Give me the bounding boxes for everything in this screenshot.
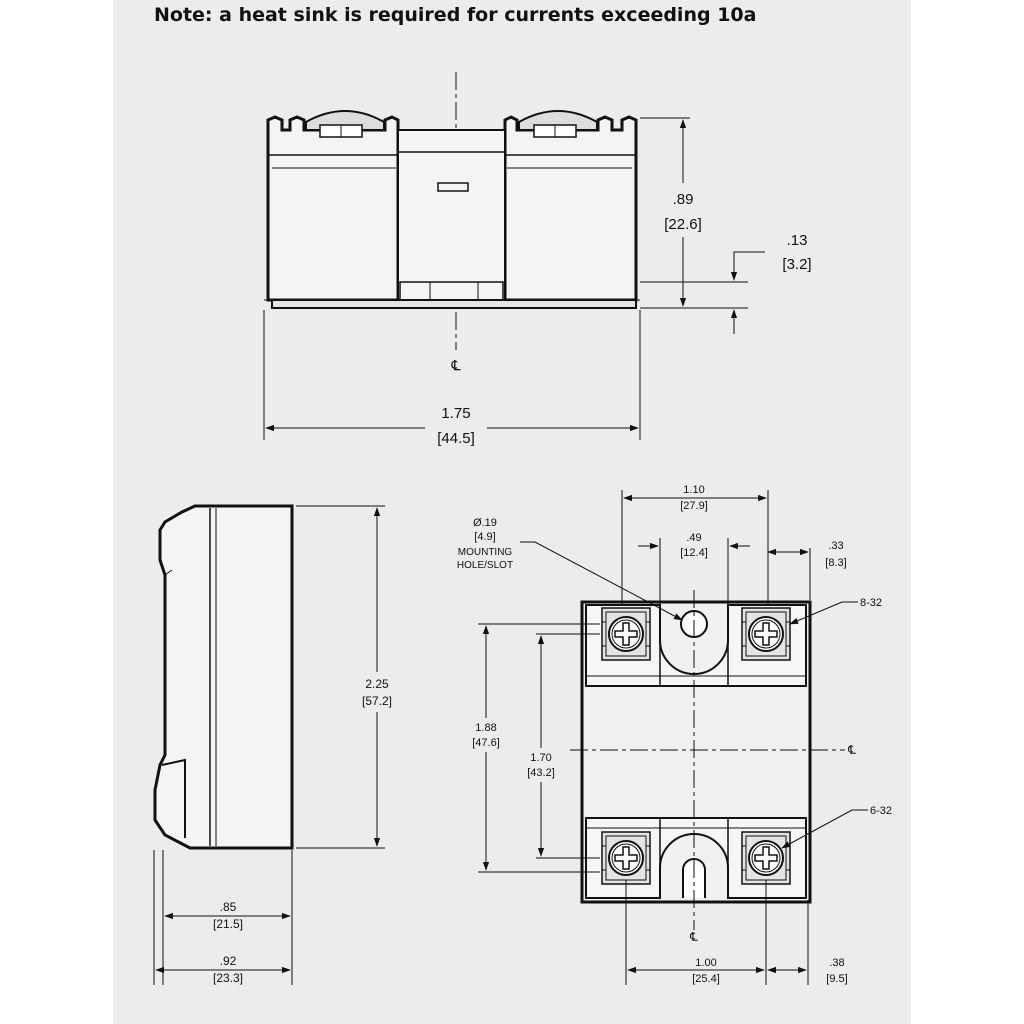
centerline-front: ℄	[451, 357, 461, 373]
hole-dia-mm: [4.9]	[474, 531, 496, 543]
centerline-vertical: ℄	[690, 930, 698, 944]
edge-bottom-mm: [9.5]	[826, 973, 848, 985]
terminal-span-top-in: 1.10	[683, 484, 705, 496]
top-view	[478, 490, 868, 985]
terminal-span-bottom-mm: [25.4]	[692, 973, 720, 985]
screw-top-size: 8-32	[860, 597, 883, 609]
screw-bottom-size: 6-32	[870, 805, 893, 817]
terminal-span-top-mm: [27.9]	[680, 500, 708, 512]
centerline-horizontal: ℄	[848, 743, 856, 757]
terminal-span-v-mm: [43.2]	[527, 767, 555, 779]
heat-sink-note: Note: a heat sink is required for currents exceeding 10a	[154, 4, 757, 26]
mount-span-mm: [47.6]	[472, 737, 500, 749]
depth-a-mm: [21.5]	[212, 917, 244, 931]
terminal-span-v-in: 1.70	[530, 752, 552, 764]
mounting-label: MOUNTING	[457, 547, 513, 558]
side-view	[154, 506, 385, 985]
front-view	[264, 72, 765, 440]
hole-dia-in: Ø.19	[473, 517, 497, 529]
terminal-span-bottom-in: 1.00	[695, 957, 717, 969]
edge-top-in: .33	[828, 540, 844, 552]
height-in: .89	[672, 191, 694, 208]
depth-b-in: .92	[219, 954, 237, 968]
hole-width-mm: [12.4]	[680, 547, 708, 559]
width-mm: [44.5]	[437, 430, 475, 447]
depth-a-in: .85	[219, 900, 237, 914]
depth-b-mm: [23.3]	[212, 971, 244, 985]
length-in: 2.25	[365, 677, 389, 691]
mount-span-in: 1.88	[475, 722, 497, 734]
hole-slot-label: HOLE/SLOT	[456, 560, 514, 571]
width-in: 1.75	[441, 405, 471, 422]
length-mm: [57.2]	[361, 694, 393, 708]
base-in: .13	[786, 232, 808, 249]
height-mm: [22.6]	[664, 216, 702, 233]
edge-bottom-in: .38	[829, 957, 845, 969]
hole-width-in: .49	[686, 532, 702, 544]
base-mm: [3.2]	[782, 256, 812, 273]
edge-top-mm: [8.3]	[825, 557, 847, 569]
